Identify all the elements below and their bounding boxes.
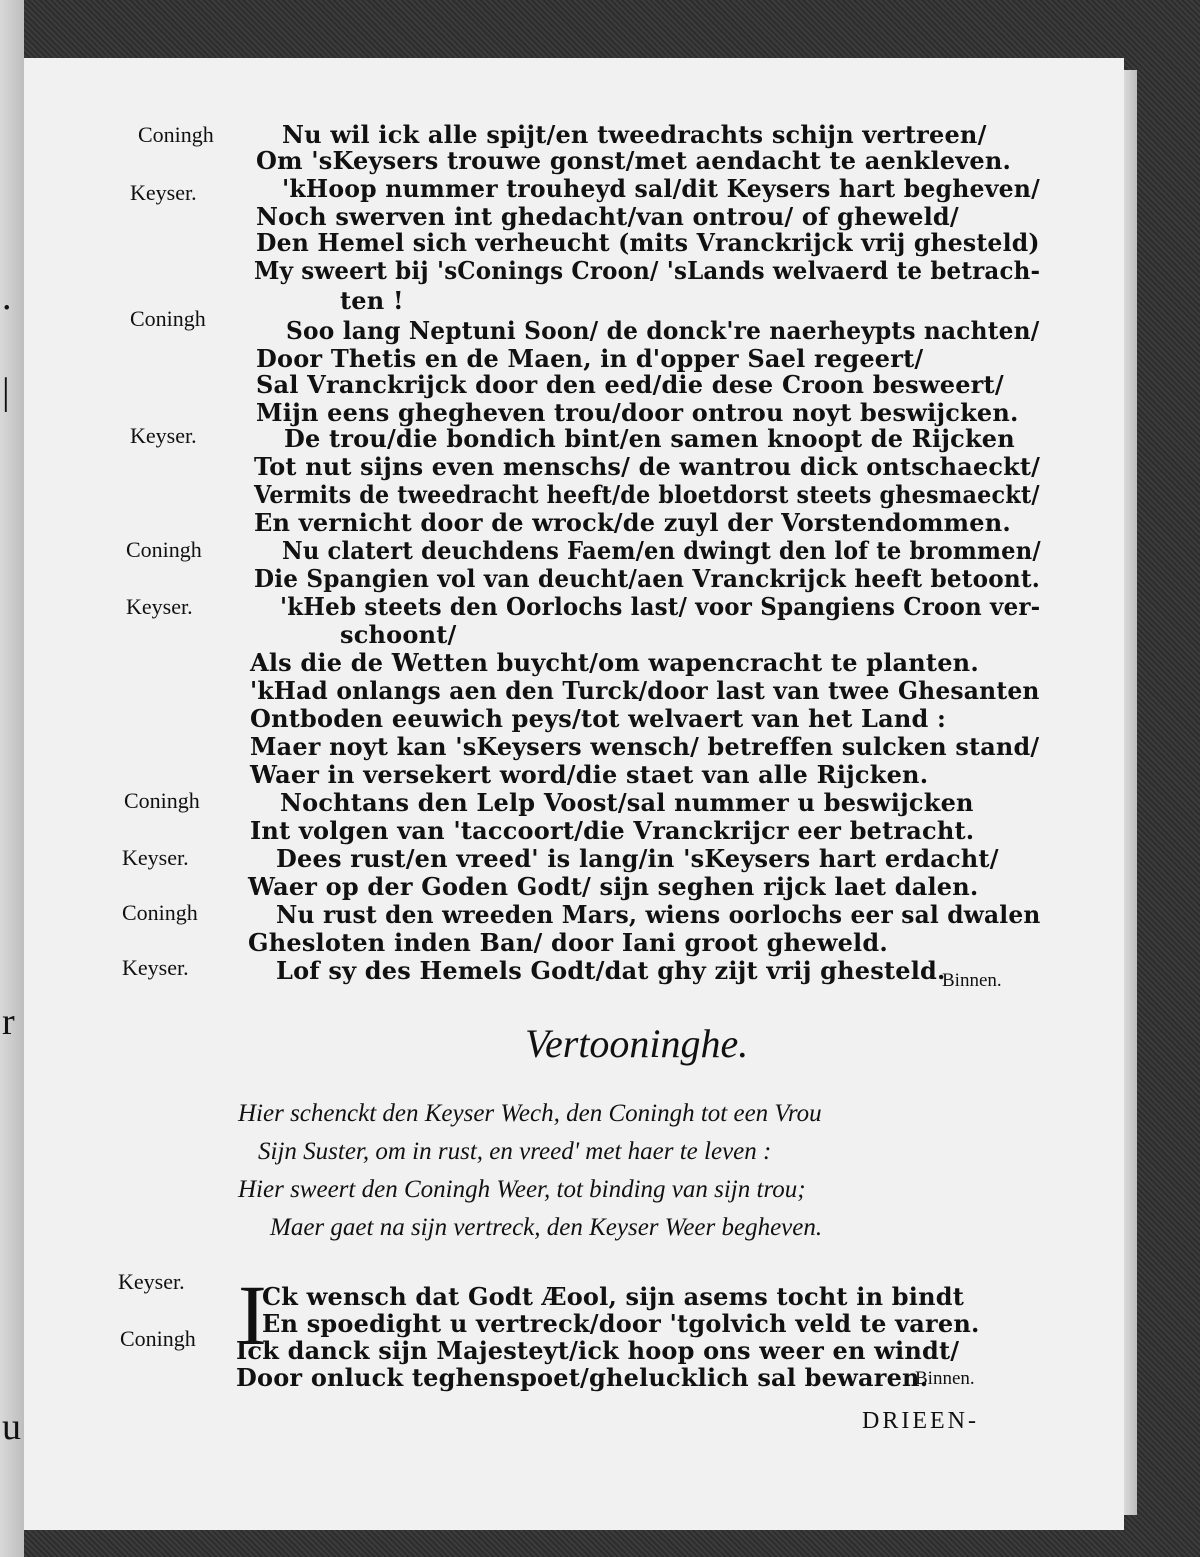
facing-page-fragment: u [2, 1406, 21, 1448]
speaker-label: Keyser. [122, 845, 189, 870]
facing-page-fragment: | [2, 371, 10, 413]
exit-marker: Binnen. [915, 1368, 975, 1389]
stage-direction-line: Maer gaet na sijn vertreck, den Keyser Weer begheven. [270, 1214, 823, 1241]
drop-cap: I [238, 1267, 267, 1363]
verse-line: Waer in versekert word/die staet van alle Rijcken. [250, 760, 929, 789]
verse-line: En vernicht door de wrock/de zuyl der Vorstendommen. [254, 508, 1011, 537]
speaker-label: Coningh [130, 306, 206, 331]
speaker-label: Coningh [122, 900, 198, 925]
facing-page-edge [0, 0, 24, 1557]
speaker-label: Keyser. [130, 423, 197, 448]
speaker-label: Coningh [126, 537, 202, 562]
stage-direction-line: Hier schenckt den Keyser Wech, den Coningh tot een Vrou [238, 1100, 822, 1127]
speaker-label: Keyser. [122, 955, 189, 980]
verse-line: Door Thetis en de Maen, in d'opper Sael regeert/ [256, 344, 924, 373]
speaker-label: Keyser. [126, 594, 193, 619]
speaker-label: Keyser. [118, 1269, 185, 1294]
speaker-label: Coningh [120, 1326, 196, 1351]
verse-line: 'kHad onlangs aen den Turck/door last van twee Ghesanten [250, 676, 1040, 705]
verse-line: Ghesloten inden Ban/ door Iani groot gheweld. [248, 928, 888, 957]
catchword: DRIEEN- [862, 1408, 979, 1434]
verse-line: Tot nut sijns even menschs/ de wantrou dick ontschaeckt/ [254, 452, 1041, 481]
verse-line: Ick danck sijn Majesteyt/ick hoop ons weer en windt/ [236, 1336, 960, 1365]
verse-line: Vermits de tweedracht heeft/de bloetdorst steets ghesmaeckt/ [254, 480, 1040, 509]
verse-line: Noch swerven int ghedacht/van ontrou/ of gheweld/ [256, 202, 959, 231]
verse-line: schoont/ [340, 620, 457, 649]
verse-line: 'kHoop nummer trouheyd sal/dit Keysers hart begheven/ [282, 174, 1040, 203]
verse-line: 'kHeb steets den Oorlochs last/ voor Spangiens Croon ver- [280, 592, 1041, 621]
stage-direction-line: Sijn Suster, om in rust, en vreed' met haer te leven : [258, 1138, 772, 1165]
verse-line: En spoedight u vertreck/door 'tgolvich veld te varen. [262, 1309, 980, 1338]
verse-line: Die Spangien vol van deucht/aen Vranckrijck heeft betoont. [254, 564, 1041, 593]
facing-page-fragment: r [2, 1001, 15, 1043]
verse-line: Sal Vranckrijck door den eed/die dese Croon besweert/ [256, 370, 1004, 399]
verse-line: Dees rust/en vreed' is lang/in 'sKeysers hart erdacht/ [276, 844, 999, 873]
verse-line: Nu rust den wreeden Mars, wiens oorlochs eer sal dwalen [276, 900, 1041, 929]
speaker-label: Coningh [124, 788, 200, 813]
verse-line: My sweert bij 'sConings Croon/ 'sLands welvaerd te betrach- [254, 256, 1041, 285]
verse-line: Den Hemel sich verheucht (mits Vranckrijck vrij ghesteld) [256, 228, 1040, 257]
verse-line: Nu wil ick alle spijt/en tweedrachts schijn vertreen/ [282, 120, 987, 149]
facing-page-fragment: . [2, 276, 12, 318]
verse-line: Om 'sKeysers trouwe gonst/met aendacht te aenkleven. [256, 146, 1012, 175]
stage-direction-line: Hier sweert den Coningh Weer, tot binding van sijn trou; [238, 1176, 806, 1203]
verse-line: Ck wensch dat Godt Æool, sijn asems tocht in bindt [262, 1282, 965, 1311]
verse-line: Lof sy des Hemels Godt/dat ghy zijt vrij ghesteld. [276, 956, 946, 985]
verse-line: Int volgen van 'taccoort/die Vranckrijcr eer betracht. [250, 816, 975, 845]
speaker-label: Keyser. [130, 180, 197, 205]
verse-line: ten ! [340, 286, 404, 315]
verse-line: Maer noyt kan 'sKeysers wensch/ betreffen sulcken stand/ [250, 732, 1040, 761]
verse-line: Nu clatert deuchdens Faem/en dwingt den lof te brommen/ [282, 536, 1041, 565]
verse-line: Door onluck teghenspoet/ghelucklich sal bewaren. [236, 1363, 929, 1392]
verse-line: Ontboden eeuwich peys/tot welvaert van het Land : [250, 704, 947, 733]
section-heading: Vertooninghe. [525, 1021, 749, 1066]
exit-marker: Binnen. [942, 970, 1002, 991]
verse-line: Waer op der Goden Godt/ sijn seghen rijck laet dalen. [248, 872, 979, 901]
verse-line: Soo lang Neptuni Soon/ de donck're naerheypts nachten/ [286, 316, 1040, 345]
verse-line: Mijn eens ghegheven trou/door ontrou noyt beswijcken. [256, 398, 1019, 427]
speaker-label: Coningh [138, 122, 214, 147]
verse-line: Nochtans den Lelp Voost/sal nummer u beswijcken [280, 788, 974, 817]
verse-line: De trou/die bondich bint/en samen knoopt de Rijcken [284, 424, 1015, 453]
verse-line: Als die de Wetten buycht/om wapencracht te planten. [250, 648, 979, 677]
